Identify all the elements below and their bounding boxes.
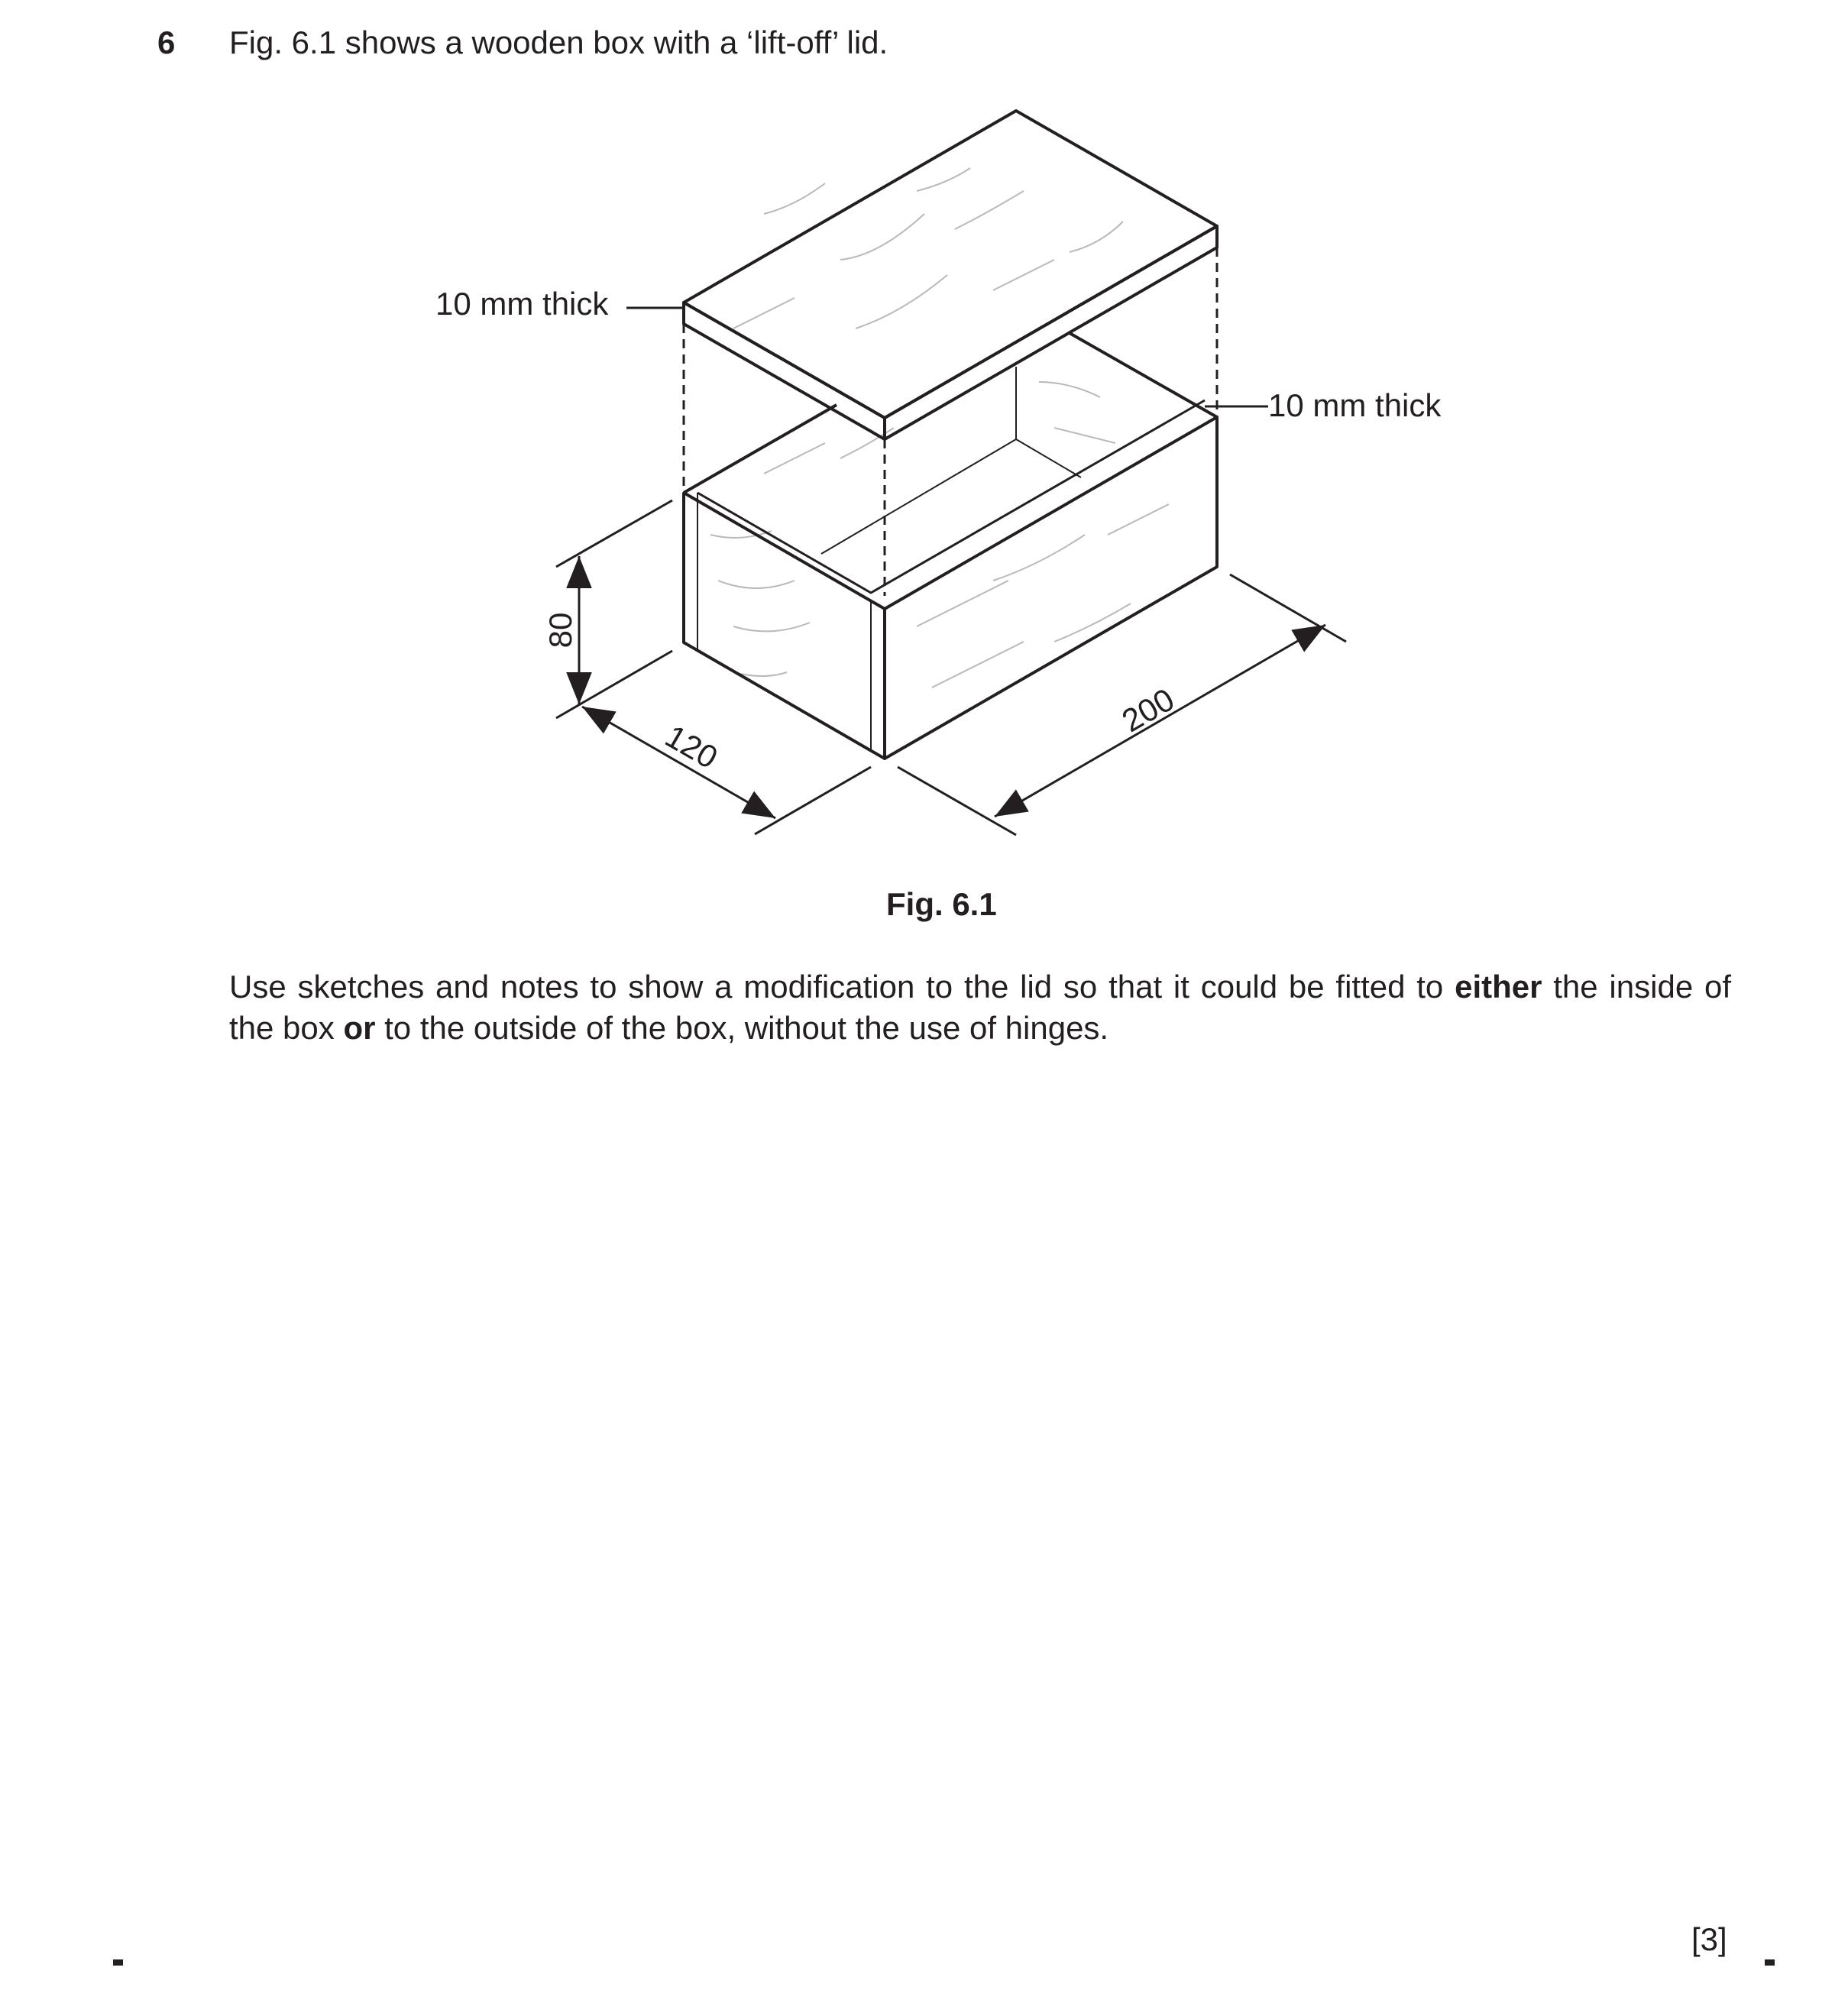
instruction-emphasis-either: either [1455, 969, 1542, 1005]
box-outline [684, 111, 1217, 759]
page-corner-mark-right [1765, 1959, 1775, 1966]
question-intro: Fig. 6.1 shows a wooden box with a ‘lift-off’ lid. [229, 24, 888, 60]
instruction-text-3: to the outside of the box, without the use of hinges. [375, 1010, 1109, 1046]
wall-thickness-label: 10 mm thick [1268, 387, 1442, 423]
figure-6-1-box-diagram [0, 0, 1848, 856]
figure-caption: Fig. 6.1 [886, 886, 997, 922]
box-inner-rim [697, 400, 1205, 593]
question-instruction [229, 966, 1731, 1049]
lid-right-edge [885, 226, 1217, 439]
instruction-emphasis-or: or [343, 1010, 376, 1046]
width-dimension-label: 120 [659, 717, 724, 776]
answer-space[interactable] [229, 1069, 1731, 1910]
length-dimension-label: 200 [1115, 681, 1180, 739]
projection-lines [684, 248, 1217, 596]
box-inner-floor [821, 439, 1081, 554]
box-front-face [684, 493, 885, 759]
instruction-text-1: Use sketches and notes to show a modification to the lid so that it could be fitted to [229, 969, 1455, 1005]
dimension-lines [556, 500, 1346, 835]
page-corner-mark-left [113, 1959, 123, 1966]
question-number: 6 [157, 24, 176, 60]
marks-allocation: [3] [1691, 1921, 1727, 1957]
lid-thickness-label: 10 mm thick [435, 286, 609, 322]
height-dimension-label: 80 [542, 612, 578, 649]
instruction-text-2: the inside of the box [229, 969, 1731, 1046]
lid-front-edge [684, 303, 885, 439]
box-back-right-rim [1070, 333, 1217, 417]
